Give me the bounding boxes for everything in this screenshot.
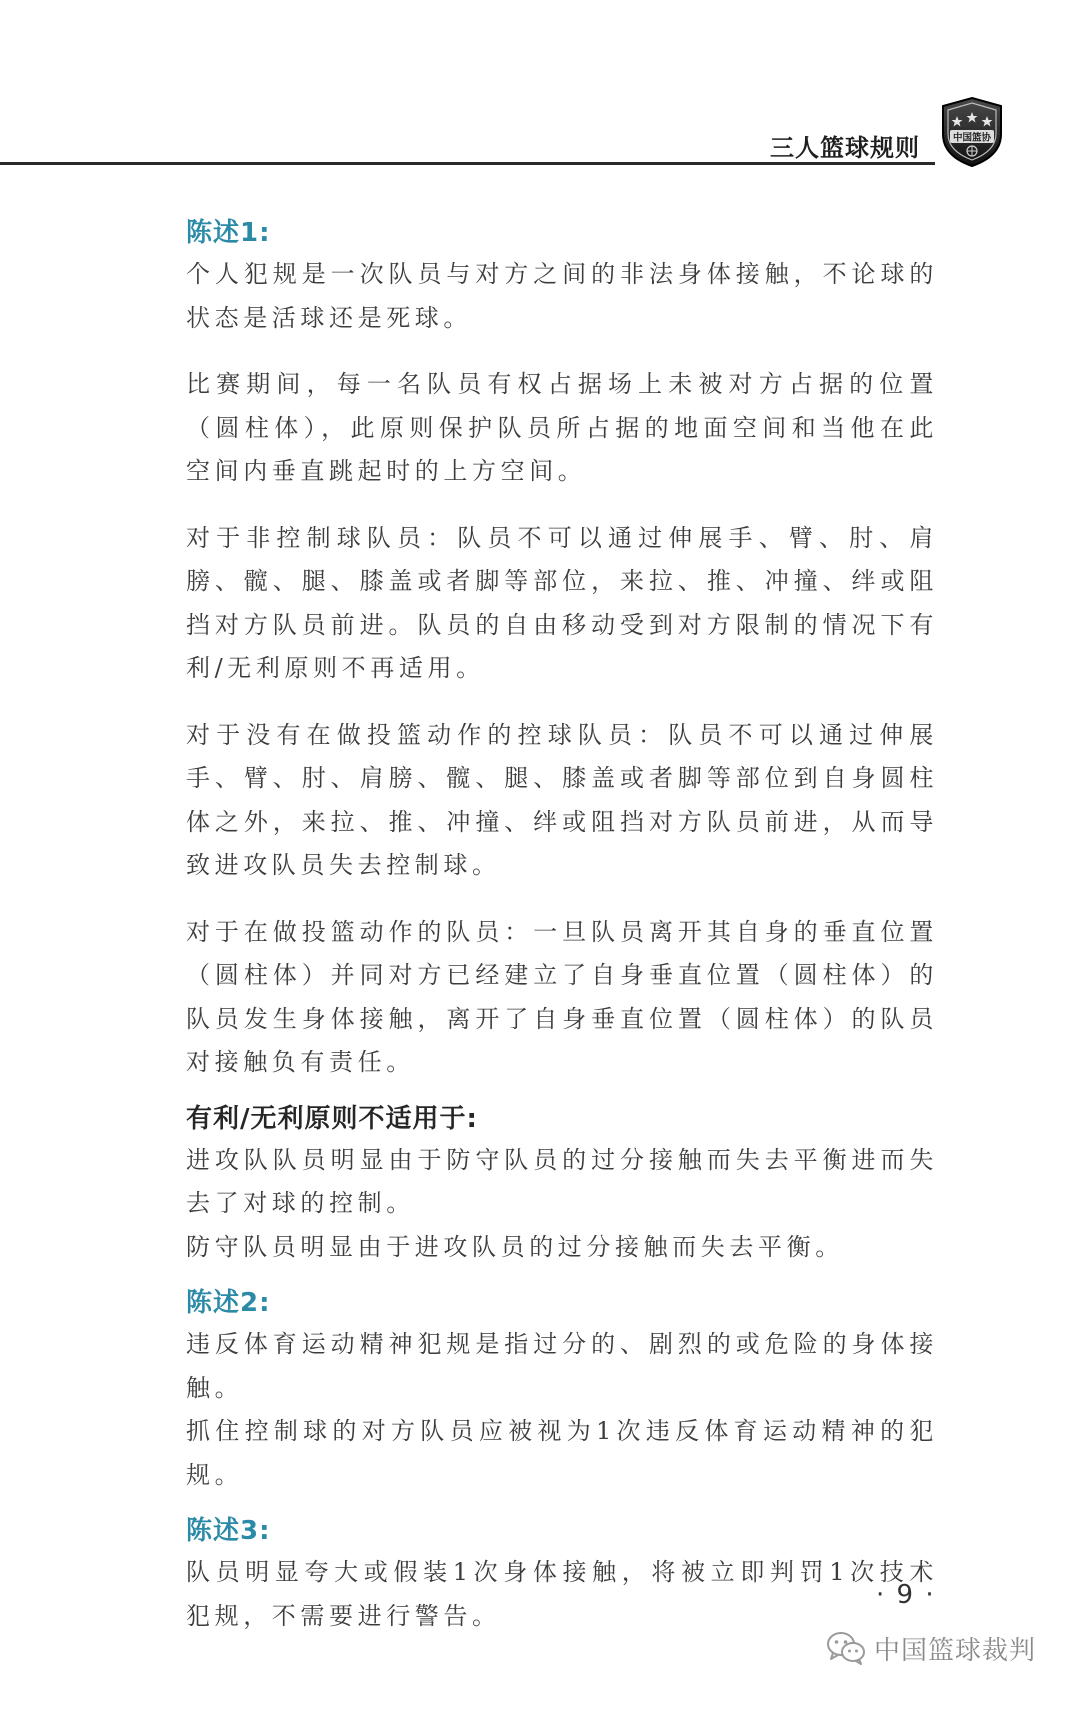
page-number: · 9 · [876, 1580, 936, 1610]
paragraph-spacer [186, 1085, 938, 1099]
statement-1-paragraph-2: 比赛期间，每一名队员有权占据场上未被对方占据的位置（圆柱体），此原则保护队员所占据的地面空间和当他在此空间内垂直跳起时的上方空间。 [186, 370, 938, 485]
section-heading-advantage-rule: 有利/无利原则不适用于: [186, 1103, 478, 1134]
watermark [826, 1628, 1036, 1668]
statement-1-paragraph-5: 对于在做投篮动作的队员：一旦队员离开其自身的垂直位置（圆柱体）并同对方已经建立了自身垂直位置（圆柱体）的队员发生身体接触，离开了自身垂直位置（圆柱体）的队员对接触负有责任。 [186, 917, 938, 1076]
section-heading-statement-3: 陈述3: [186, 1516, 271, 1546]
paragraph-spacer [186, 691, 938, 714]
header-divider [0, 162, 935, 165]
statement-1-paragraph-3: 对于非控制球队员：队员不可以通过伸展手、臂、肘、肩膀、髋、腿、膝盖或者脚等部位，来拉、推、冲撞、绊或阻挡对方队员前进。队员的自由移动受到对方限制的情况下有利/无利原则不再适用。 [186, 523, 938, 682]
statement-1-paragraph-4: 对于没有在做投篮动作的控球队员：队员不可以通过伸展手、臂、肘、肩膀、髋、腿、膝盖或者脚等部位到自身圆柱体之外，来拉、推、冲撞、绊或阻挡对方队员前进，从而导致进攻队员失去控制球。 [186, 720, 938, 879]
paragraph-spacer [186, 494, 938, 517]
emblem-label: 中国篮协 [952, 132, 992, 144]
basketball-association-emblem-icon [937, 96, 1007, 168]
paragraph-spacer [186, 1269, 938, 1283]
section-heading-statement-2: 陈述2: [186, 1288, 271, 1318]
statement-2-line-1: 违反体育运动精神犯规是指过分的、剧烈的或危险的身体接触。 [186, 1330, 938, 1402]
statement-2-line-2: 抓住控制球的对方队员应被视为1次违反体育运动精神的犯规。 [186, 1417, 938, 1489]
statement-3-line-1: 队员明显夸大或假装1次身体接触，将被立即判罚1次技术犯规，不需要进行警告。 [186, 1558, 938, 1630]
paragraph-spacer [186, 888, 938, 911]
paragraph-spacer [186, 1497, 938, 1511]
advantage-rule-line-1: 进攻队队员明显由于防守队员的过分接触而失去平衡进而失去了对球的控制。 [186, 1145, 938, 1217]
rules-content [186, 213, 938, 1638]
page-header-title: 三人篮球规则 [770, 134, 920, 162]
statement-1-paragraph-1: 个人犯规是一次队员与对方之间的非法身体接触，不论球的状态是活球还是死球。 [186, 260, 938, 332]
paragraph-spacer [186, 340, 938, 363]
watermark-text: 中国篮球裁判 [874, 1635, 1037, 1666]
wechat-logo-icon [826, 1631, 866, 1665]
advantage-rule-line-2: 防守队员明显由于进攻队员的过分接触而失去平衡。 [186, 1232, 844, 1261]
section-heading-statement-1: 陈述1: [186, 218, 271, 248]
